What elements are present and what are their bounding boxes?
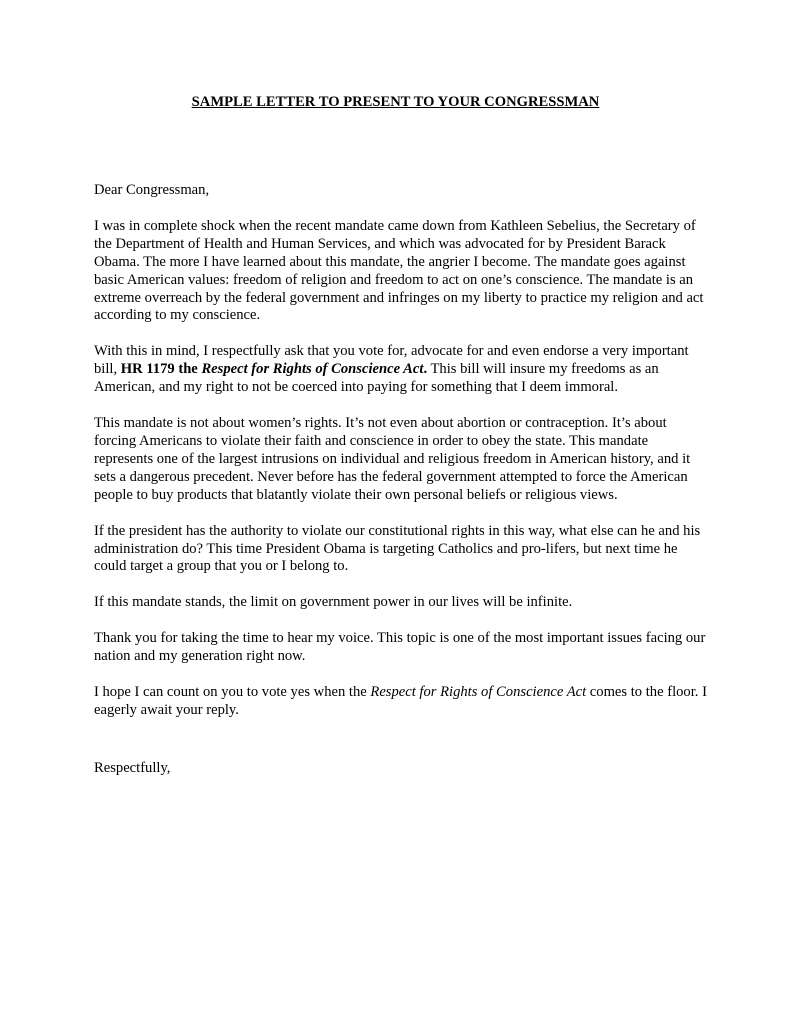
paragraph-authority: If the president has the authority to violate our constitutional rights in this way, what else can he and his administration do? This time President Obama is targeting Catholics and pro-lifers, but next time he could target a group that you or I belong to. <box>94 522 701 575</box>
paragraph-thanks: Thank you for taking the time to hear my voice. This topic is one of the most important issues facing our nation and my generation right now. <box>94 630 706 665</box>
act-title: Respect for Rights of Conscience Act <box>370 684 587 701</box>
letter-title: SAMPLE LETTER TO PRESENT TO YOUR CONGRESSMAN <box>191 94 600 110</box>
paragraph-not-about-rights: This mandate is not about women’s rights. It’s not even about abortion or contraception. It’s about forcing Americans to violate their faith and conscience in order to obey the state. This mandate represents one of the largest intrusions on individual and religious freedom in American history, and it sets a dangerous precedent. Never before has the federal government attempted to force the American people to buy products that blatantly violate their own personal beliefs or religious views. <box>94 415 691 503</box>
bill-number: HR 1179 the Respect for Rights of Conscience Act. <box>120 361 428 378</box>
request-text-start: With this in mind, I respectfully ask that you vote for, advocate for and even endorse a very important bill, <box>94 343 689 378</box>
closing: Respectfully, <box>94 759 171 776</box>
paragraph-limit: If this mandate stands, the limit on government power in our lives will be infinite. <box>94 594 573 611</box>
paragraph-request <box>94 343 709 397</box>
bill-title: Respect for Rights of Conscience Act <box>201 361 424 378</box>
salutation: Dear Congressman, <box>94 182 210 198</box>
letter-body <box>94 182 709 796</box>
paragraph-hope: I hope I can count on you to vote yes when the Respect for Rights of Conscience Act comes to the floor. I eagerly await your reply. <box>94 684 707 718</box>
request-text-end: This bill will insure my freedoms as an American, and my right to not be coerced into paying for something that I deem immoral. <box>94 361 659 396</box>
paragraph-shock: I was in complete shock when the recent mandate came down from Kathleen Sebelius, the Secretary of the Department of Health and Human Services, and which was advocated for by President Barack Obama. The more I have learned about this mandate, the angrier I become. The mandate goes against basic American values: freedom of religion and freedom to act on one’s conscience. The mandate is an extreme overreach by the federal government and infringes on my liberty to practice my religion and act according to my conscience. <box>94 217 704 324</box>
